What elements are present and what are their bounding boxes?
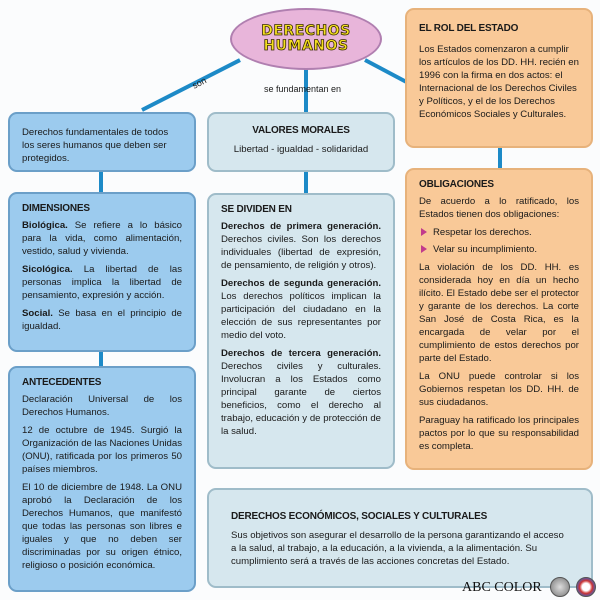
valores-box: VALORES MORALES Libertad - igualdad - solidaridad (207, 112, 395, 172)
connector-label-fundamentan: se fundamentan en (264, 84, 342, 94)
connector-line (99, 170, 103, 194)
desc-box: DERECHOS ECONÓMICOS, SOCIALES Y CULTURALES Sus objetivos son asegurar el desarrollo de la persona garantizando el acceso a la salud, al trabajo, a la educación, a la vivienda, a la alimentación. Su cumplimiento será a través de las acciones concretas del Estado. (207, 488, 593, 588)
valores-title: VALORES MORALES (252, 125, 350, 136)
dividen-title: SE DIVIDEN EN (221, 204, 292, 215)
connector-line (304, 170, 308, 195)
dimensiones-box: DIMENSIONES Biológica. Se refiere a lo básico para la vida, como alimentación, vestido, salud y vivienda. Sicológica. La libertad de las personas implica la libertad de pensamiento, expresión y acción. Social. Se basa en el principio de igualdad. (8, 192, 196, 352)
flag-seal-icon (576, 577, 596, 597)
seal-icon (550, 577, 570, 597)
rol-estado-box: EL ROL DEL ESTADO Los Estados comenzaron a cumplir los artículos de los DD. HH. recién en 1996 con la firma en dos actos: el Internacional de los Derechos Civiles y Políticos, y el de los Derechos Económicos Sociales y Culturales. (405, 8, 593, 148)
connector-line (498, 146, 502, 170)
list-item: Respetar los derechos. (419, 226, 579, 239)
credit-text: ABC COLOR (462, 580, 542, 595)
obligaciones-list (419, 226, 579, 256)
connector-line (141, 58, 241, 112)
antecedentes-title: ANTECEDENTES (22, 377, 102, 388)
definition-box: Derechos fundamentales de todos los seres humanos que deben ser protegidos. (8, 112, 196, 172)
central-concept: DERECHOS HUMANOS (230, 8, 382, 70)
dimensiones-title: DIMENSIONES (22, 203, 90, 214)
list-item: Velar su incumplimiento. (419, 243, 579, 256)
obligaciones-title: OBLIGACIONES (419, 179, 494, 190)
desc-title: DERECHOS ECONÓMICOS, SOCIALES Y CULTURALES (231, 511, 488, 522)
dividen-box: SE DIVIDEN EN Derechos de primera generación. Derechos civiles. Son los derechos individuales (libertad de expresión, de pensamiento, de religión y otros). Derechos de segunda generación. Los derechos políticos implican la participación del ciudadano en la elección de sus representantes por medio del voto. Derechos de tercera generación. Derechos civiles y culturales. Involucran a los Estados como principal garante de ciertos beneficios, como el derecho al trabajo, educación y de protección de la salud. (207, 193, 395, 469)
obligaciones-box: OBLIGACIONES De acuerdo a lo ratificado, los Estados tienen dos obligaciones: Respetar los derechos. Velar su incumplimiento. La violación de los DD. HH. es considerada hoy en día un hecho ilícito. El Estado debe ser el protector y garante de los derechos. La corte San José de Costa Rica, es la encargada de velar por el cumplimiento de estos derechos por parte del Estado. La ONU puede controlar si los Gobiernos respetan los DD. HH. de sus ciudadanos. Paraguay ha ratificado los principales pactos por lo que su responsabilidad es completa. (405, 168, 593, 470)
connector-line (364, 58, 408, 84)
rol-title: EL ROL DEL ESTADO (419, 23, 519, 34)
connector-label-son: son (190, 75, 208, 91)
antecedentes-box: ANTECEDENTES Declaración Universal de los Derechos Humanos. 12 de octubre de 1945. Surgió la Organización de las Naciones Unidas (ONU), ratificada por los primeros 50 países miembros. El 10 de diciembre de 1948. La ONU aprobó la Declaración de los Derechos Humanos, que manifestó que todas las personas son libres e iguales y que no deben ser discriminadas por su origen étnico, religioso o posición económica. (8, 366, 196, 592)
